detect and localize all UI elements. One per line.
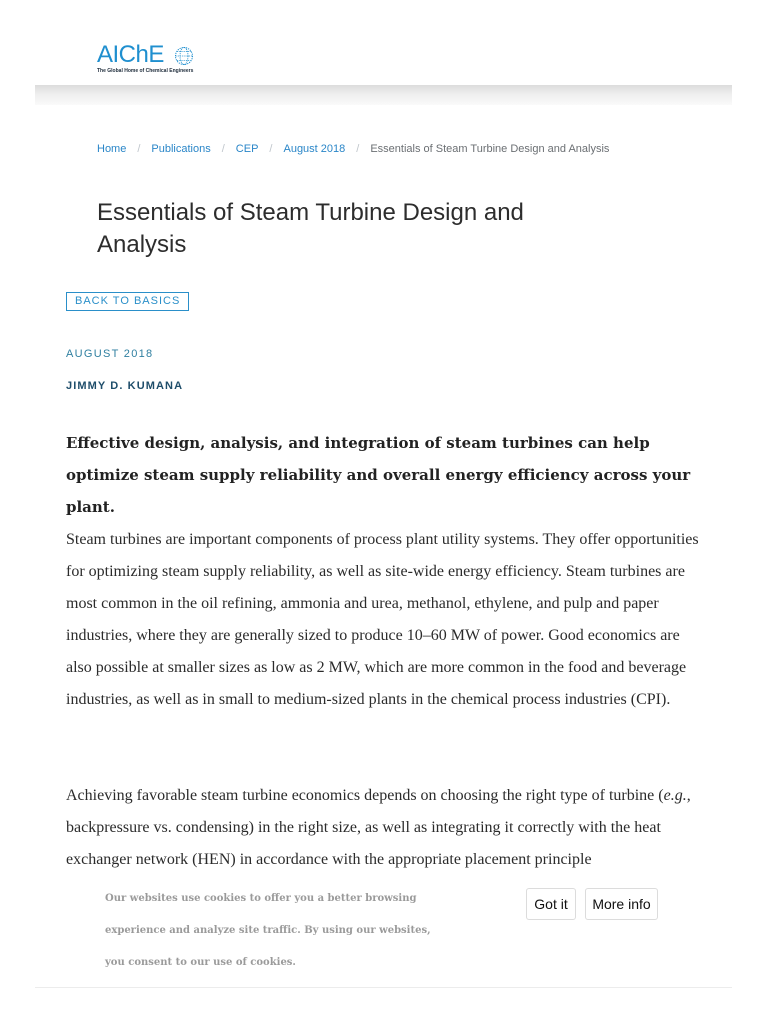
aiche-logo[interactable] (97, 42, 207, 78)
cookie-message: Our websites use cookies to offer you a better browsing experience and analyze site traffic. By using our websites, you consent to our use of cookies. (105, 893, 431, 968)
paragraph-italic-text: e.g. (663, 787, 687, 804)
page-title: Essentials of Steam Turbine Design and Analysis (97, 199, 524, 258)
breadcrumb-cep-link[interactable]: CEP (235, 143, 259, 155)
article-paragraph: Steam turbines are important components of process plant utility systems. They offer opportunities for optimizing steam supply reliability, as well as site-wide energy efficiency. Steam turbines are most common in the oil refining, ammonia and urea, methanol, ethylene, and pulp and paper industries, where they are generally sized to produce 10–60 MW of power. Good economics are also possible at smaller sizes as low as 2 MW, which are more common in the food and beverage industries, as well as in small to medium-sized plants in the chemical process industries (CPI). (66, 531, 699, 708)
globe-icon (174, 46, 194, 66)
breadcrumb-home-link[interactable]: Home (97, 143, 127, 155)
cookie-more-info-button[interactable]: More info (585, 888, 658, 920)
breadcrumb-separator: / (137, 143, 141, 155)
category-badge[interactable]: BACK TO BASICS (66, 292, 189, 311)
cookie-banner (35, 876, 732, 988)
paragraph-text: Achieving favorable steam turbine economics depends on choosing the right type of turbine ( (66, 787, 664, 804)
breadcrumb-publications-link[interactable]: Publications (151, 143, 211, 155)
breadcrumb-separator: / (221, 143, 225, 155)
header-divider (35, 85, 732, 105)
site-header (35, 0, 732, 85)
cookie-accept-button[interactable]: Got it (526, 888, 576, 920)
article-paragraph (66, 780, 706, 876)
breadcrumb-separator: / (269, 143, 273, 155)
article-lead: Effective design, analysis, and integration of steam turbines can help optimize steam supply reliability and overall energy efficiency across your plant. (66, 434, 691, 516)
logo-tagline: The Global Home of Chemical Engineers (97, 68, 194, 74)
article-date: AUGUST 2018 (66, 348, 154, 360)
logo-wordmark: AIChE (97, 41, 164, 68)
breadcrumb-issue-link[interactable]: August 2018 (283, 143, 346, 155)
paragraph-text: , backpressure vs. condensing) in the right size, as well as integrating it correctly with the heat exchanger network (HEN) in accordance with the appropriate placement principle (66, 787, 691, 868)
breadcrumb-separator: / (356, 143, 360, 155)
author-link[interactable]: JIMMY D. KUMANA (66, 380, 184, 392)
breadcrumb-current: Essentials of Steam Turbine Design and Analysis (370, 143, 610, 155)
breadcrumb (97, 141, 609, 157)
